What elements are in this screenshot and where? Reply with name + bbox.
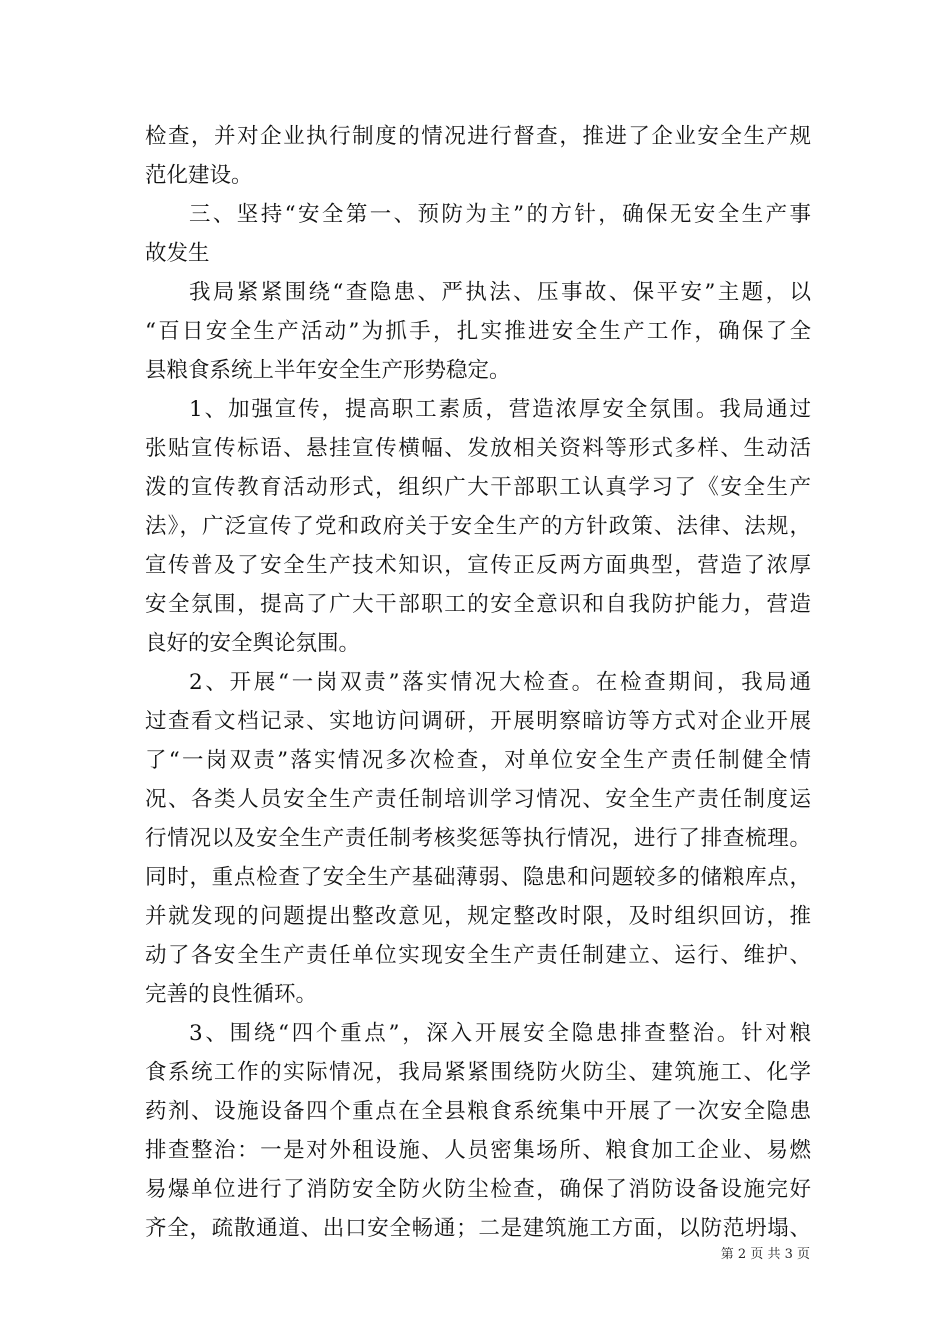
text-line: 食系统工作的实际情况，我局紧紧围绕防火防尘、建筑施工、化学 [145, 1060, 811, 1085]
text-line: “百日安全生产活动”为抓手，扎实推进安全生产工作，确保了全 [145, 319, 811, 344]
text-line: 张贴宣传标语、悬挂宣传横幅、发放相关资料等形式多样、生动活 [145, 436, 811, 461]
text-line: 同时，重点检查了安全生产基础薄弱、隐患和问题较多的储粮库点， [145, 865, 811, 890]
text-line: 故发生 [145, 241, 210, 266]
page-number: 第 2 页 共 3 页 [720, 1247, 810, 1262]
text-line: 齐全，疏散通道、出口安全畅通；二是建筑施工方面，以防范坍塌、 [145, 1216, 811, 1241]
text-line: 安全氛围，提高了广大干部职工的安全意识和自我防护能力，营造 [145, 592, 811, 617]
text-line: 3、围绕“四个重点”，深入开展安全隐患排查整治。针对粮 [189, 1021, 811, 1046]
document-body [145, 117, 811, 1248]
text-line: 1、加强宣传，提高职工素质，营造浓厚安全氛围。我局通过 [189, 397, 811, 422]
text-line: 行情况以及安全生产责任制考核奖惩等执行情况，进行了排查梳理。 [145, 826, 811, 851]
text-line: 法》，广泛宣传了党和政府关于安全生产的方针政策、法律、法规， [145, 514, 811, 539]
text-line: 动了各安全生产责任单位实现安全生产责任制建立、运行、维护、 [145, 943, 811, 968]
text-line: 县粮食系统上半年安全生产形势稳定。 [145, 358, 511, 383]
text-line: 并就发现的问题提出整改意见，规定整改时限，及时组织回访，推 [145, 904, 811, 929]
text-line: 良好的安全舆论氛围。 [145, 631, 361, 656]
text-line: 了“一岗双责”落实情况多次检查，对单位安全生产责任制健全情 [145, 748, 811, 773]
text-line: 药剂、设施设备四个重点在全县粮食系统集中开展了一次安全隐患 [145, 1099, 811, 1124]
text-line: 范化建设。 [145, 163, 253, 188]
text-line: 2、开展“一岗双责”落实情况大检查。在检查期间，我局通 [189, 670, 811, 695]
text-line: 况、各类人员安全生产责任制培训学习情况、安全生产责任制度运 [145, 787, 811, 812]
text-line: 排查整治：一是对外租设施、人员密集场所、粮食加工企业、易燃 [145, 1138, 811, 1163]
text-line: 过查看文档记录、实地访问调研，开展明察暗访等方式对企业开展 [145, 709, 811, 734]
text-line: 三、坚持“安全第一、预防为主”的方针，确保无安全生产事 [189, 202, 811, 227]
text-line: 宣传普及了安全生产技术知识，宣传正反两方面典型，营造了浓厚 [145, 553, 811, 578]
text-line: 检查，并对企业执行制度的情况进行督查，推进了企业安全生产规 [145, 124, 811, 149]
text-line: 易爆单位进行了消防安全防火防尘检查，确保了消防设备设施完好 [145, 1177, 811, 1202]
text-line: 泼的宣传教育活动形式，组织广大干部职工认真学习了《安全生产 [145, 475, 811, 500]
text-line: 我局紧紧围绕“查隐患、严执法、压事故、保平安”主题，以 [189, 280, 811, 305]
text-line: 完善的良性循环。 [145, 982, 318, 1007]
